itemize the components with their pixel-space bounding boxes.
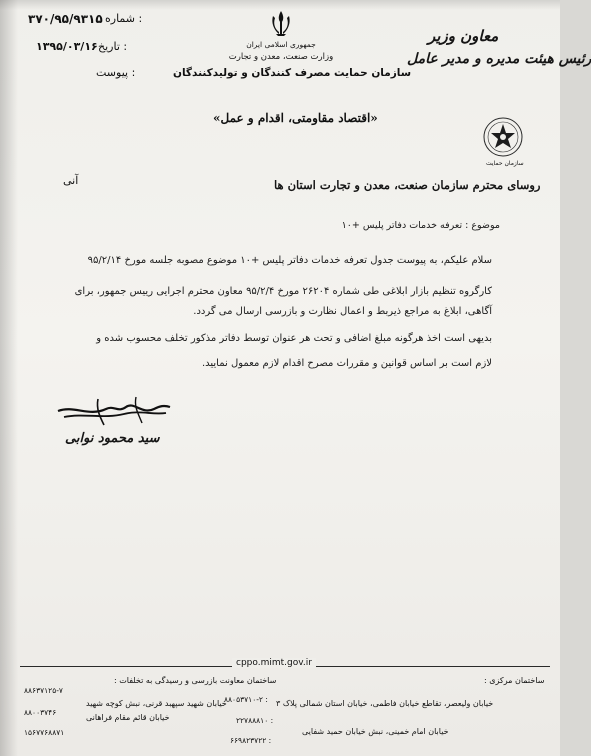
handwritten-title-line-2: رئیس هیئت مدیره و مدیر عامل xyxy=(407,51,591,67)
org-name: سازمان حمایت مصرف کنندگان و تولیدکنندگان xyxy=(173,67,412,79)
recipient-line: روسای محترم سازمان صنعت، معدن و تجارت استان ها xyxy=(274,178,541,192)
footer-left-tel-2: ۸۸۰۰۳۷۴۶ xyxy=(24,708,57,717)
letter-date-value: ۱۳۹۵/۰۳/۱۶ xyxy=(36,40,98,53)
urgency-label: آنی xyxy=(63,174,79,187)
slogan: «اقتصاد مقاومتی، اقدام و عمل» xyxy=(213,111,378,125)
letter-date-label: تاریخ : xyxy=(98,40,128,53)
body-line-4: بدیهی است اخذ هرگونه مبلغ اضافی و تحت هر عنوان توسط دفاتر مذکور تخلف محسوب شده و xyxy=(96,333,492,344)
footer-right-label: ساختمان مرکزی : xyxy=(484,676,545,685)
body-line-5: لازم است بر اساس قوانین و مقررات مصرح اقدام لازم معمول نمایید. xyxy=(201,358,492,369)
ministry-line-1: جمهوری اسلامی ایران xyxy=(246,40,316,49)
subject-line: موضوع : تعرفه خدمات دفاتر پلیس +۱۰ xyxy=(341,220,500,231)
letter-attachment-label: پیوست : xyxy=(96,66,136,79)
ministry-line-2: وزارت صنعت، معدن و تجارت xyxy=(228,52,334,62)
footer-right-address-1: خیابان ولیعصر، تقاطع خیابان فاطمی، خیابان استان شمالی پلاک ۳ xyxy=(276,699,494,708)
footer-right-tel-3: ۶۶۹۸۲۳۷۲۲ : xyxy=(230,736,272,745)
letter-number-label: شماره : xyxy=(105,12,143,25)
letter-number-value: ۳۷۰/۹۵/۹۳۱۵ xyxy=(28,12,103,26)
handwritten-title-line-1: معاون وزیر xyxy=(428,27,499,45)
iran-emblem-icon xyxy=(266,8,296,38)
signatory-name: سید محمود نوابی xyxy=(65,431,160,446)
footer-right-tel-2: ۲۲۷۸۸۸۱۰ : xyxy=(236,716,274,725)
footer-left-tel-1: ۸۸۶۳۷۱۲۵-۷ xyxy=(24,686,63,695)
scan-shadow-left xyxy=(0,0,18,756)
body-line-2: کارگروه تنظیم بازار ابلاغی طی شماره ۲۶۲۰۴ مورخ ۹۵/۲/۴ معاون محترم اجرایی رییس جمهور، برای xyxy=(74,286,492,297)
handwritten-signature xyxy=(54,395,174,435)
star-seal-icon xyxy=(482,116,524,158)
body-line-1: سلام علیکم، به پیوست جدول تعرفه خدمات دفاتر پلیس +۱۰ موضوع مصوبه جلسه مورخ ۹۵/۲/۱۴ xyxy=(87,255,492,266)
footer-right-address-2: خیابان امام خمینی، نبش خیابان حمید شفایی xyxy=(302,727,449,736)
logo-caption: سازمان حمایت xyxy=(486,160,524,167)
website-url: cppo.mimt.gov.ir xyxy=(232,658,316,668)
footer-right-tel-1: ۸۸۰۵۳۷۱۰-۲ : xyxy=(224,695,268,704)
footer-left-label: ساختمان معاونت بازرسی و رسیدگی به تخلفات : xyxy=(114,676,277,685)
footer-left-tel-3: ۱۵۶۷۷۶۸۸۷۱ xyxy=(24,728,65,737)
footer-left-address-2: خیابان قائم مقام فراهانی xyxy=(86,713,170,722)
body-line-3: آگاهی، ابلاغ به مراجع ذیربط و اعمال نظارت و بازرسی ارسال می گردد. xyxy=(193,306,492,317)
footer-left-address-1: خیابان شهید سپهبد قرنی، نبش کوچه شهید xyxy=(86,699,227,708)
